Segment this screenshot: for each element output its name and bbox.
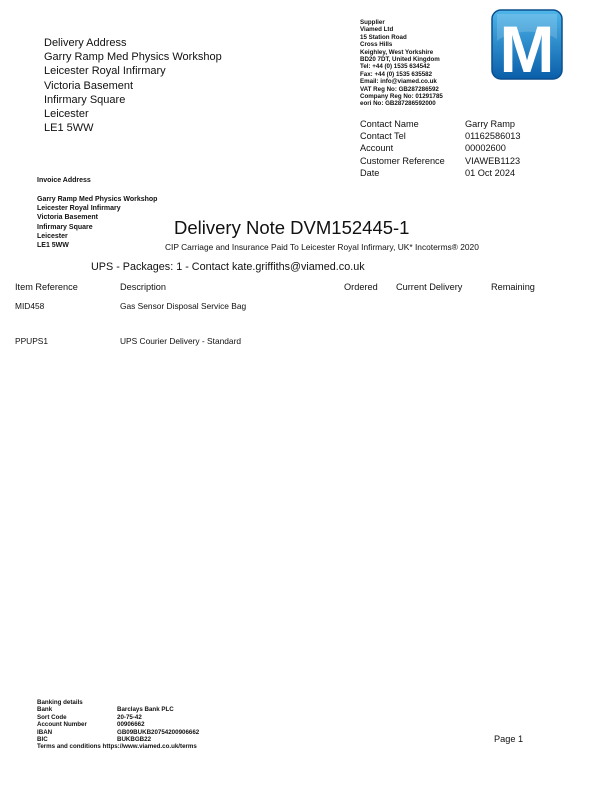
delivery-address-line: Victoria Basement bbox=[44, 79, 134, 92]
invoice-address-line: Infirmary Square bbox=[37, 223, 93, 231]
supplier-block bbox=[360, 19, 443, 108]
supplier-line: Viamed Ltd bbox=[360, 26, 394, 34]
table-row-description: Gas Sensor Disposal Service Bag bbox=[120, 301, 247, 311]
contact-table bbox=[360, 118, 521, 179]
terms-link[interactable]: Terms and conditions https://www.viamed.co.uk/terms bbox=[37, 743, 197, 751]
bank-label: Account Number bbox=[37, 721, 87, 729]
column-header-item-reference: Item Reference bbox=[15, 282, 78, 292]
invoice-address-line: Leicester bbox=[37, 232, 68, 240]
supplier-line: Fax: +44 (0) 1535 635582 bbox=[360, 70, 433, 78]
supplier-line: Keighley, West Yorkshire bbox=[360, 48, 434, 56]
delivery-address-title: Delivery Address bbox=[44, 37, 127, 49]
contact-row bbox=[360, 130, 521, 142]
supplier-line: 15 Station Road bbox=[360, 33, 407, 41]
bank-value: GB09BUKB20754200906662 bbox=[117, 728, 200, 736]
contact-value: 01162586013 bbox=[465, 131, 521, 142]
delivery-address-line: LE1 5WW bbox=[44, 122, 94, 135]
column-header-current-delivery: Current Delivery bbox=[396, 282, 463, 292]
table-row-item-ref: PPUPS1 bbox=[15, 336, 49, 346]
invoice-address-title: Invoice Address bbox=[37, 177, 91, 184]
supplier-title: Supplier bbox=[360, 19, 385, 26]
bank-row bbox=[37, 729, 199, 736]
supplier-line: VAT Reg No: GB287286592 bbox=[360, 85, 439, 93]
supplier-line: Email: info@viamed.co.uk bbox=[360, 78, 437, 86]
contact-row bbox=[360, 167, 521, 179]
column-header-description: Description bbox=[120, 282, 166, 292]
bank-row bbox=[37, 736, 199, 743]
bank-label: IBAN bbox=[37, 728, 53, 736]
table-row-description: UPS Courier Delivery - Standard bbox=[120, 336, 242, 346]
incoterms-line: CIP Carriage and Insurance Paid To Leicester Royal Infirmary, UK* Incoterms® 2020 bbox=[165, 242, 479, 252]
contact-value: 01 Oct 2024 bbox=[465, 167, 516, 178]
bank-value: BUKBGB22 bbox=[117, 736, 152, 744]
invoice-address-block bbox=[37, 195, 157, 250]
contact-row bbox=[360, 155, 521, 167]
column-header-remaining: Remaining bbox=[491, 282, 535, 292]
document-title: Delivery Note DVM152445-1 bbox=[174, 217, 410, 238]
contact-row bbox=[360, 118, 521, 130]
supplier-line: Cross Hills bbox=[360, 41, 393, 49]
bank-value: Barclays Bank PLC bbox=[117, 706, 174, 714]
contact-label: Contact Name bbox=[360, 119, 419, 129]
delivery-address-line: Leicester bbox=[44, 108, 89, 121]
bank-row bbox=[37, 721, 199, 728]
supplier-line: Company Reg No: 01291785 bbox=[360, 93, 443, 101]
delivery-address-line: Garry Ramp Med Physics Workshop bbox=[44, 51, 222, 64]
contact-row bbox=[360, 142, 521, 154]
delivery-address-line: Leicester Royal Infirmary bbox=[44, 65, 166, 78]
bank-value: 20-75-42 bbox=[117, 713, 142, 721]
bank-label: Sort Code bbox=[37, 713, 67, 721]
delivery-address-block bbox=[44, 36, 222, 135]
bank-label: BIC bbox=[37, 736, 48, 744]
delivery-address-line: Infirmary Square bbox=[44, 93, 126, 106]
contact-label: Contact Tel bbox=[360, 131, 406, 142]
logo-letter: M bbox=[499, 12, 555, 80]
bank-value: 00906662 bbox=[117, 721, 145, 729]
bank-row bbox=[37, 714, 199, 721]
bank-row bbox=[37, 706, 199, 713]
supplier-line: BD20 7DT, United Kingdom bbox=[360, 56, 440, 64]
invoice-address-line: Leicester Royal Infirmary bbox=[37, 205, 121, 213]
contact-label: Account bbox=[360, 143, 394, 154]
table-row-item-ref: MID458 bbox=[15, 301, 45, 311]
contact-label: Customer Reference bbox=[360, 155, 445, 166]
contact-value: 00002600 bbox=[465, 143, 506, 154]
invoice-address-line: LE1 5WW bbox=[37, 242, 69, 250]
invoice-address-line: Victoria Basement bbox=[37, 214, 98, 222]
page-number: Page 1 bbox=[494, 734, 524, 744]
contact-label: Date bbox=[360, 167, 380, 178]
supplier-line: Tel: +44 (0) 1535 634542 bbox=[360, 63, 430, 71]
banking-title: Banking details bbox=[37, 699, 83, 706]
bank-label: Bank bbox=[37, 706, 53, 714]
viamed-logo bbox=[491, 9, 563, 80]
column-header-ordered: Ordered bbox=[344, 282, 378, 292]
contact-value: Garry Ramp bbox=[465, 119, 516, 129]
supplier-line: eori No: GB287286592000 bbox=[360, 100, 436, 108]
contact-value: VIAWEB1123 bbox=[465, 155, 521, 166]
invoice-address-line: Garry Ramp Med Physics Workshop bbox=[37, 196, 158, 203]
shipping-line: UPS - Packages: 1 - Contact kate.griffiths@viamed.co.uk bbox=[91, 261, 365, 273]
banking-details-block bbox=[37, 699, 199, 751]
